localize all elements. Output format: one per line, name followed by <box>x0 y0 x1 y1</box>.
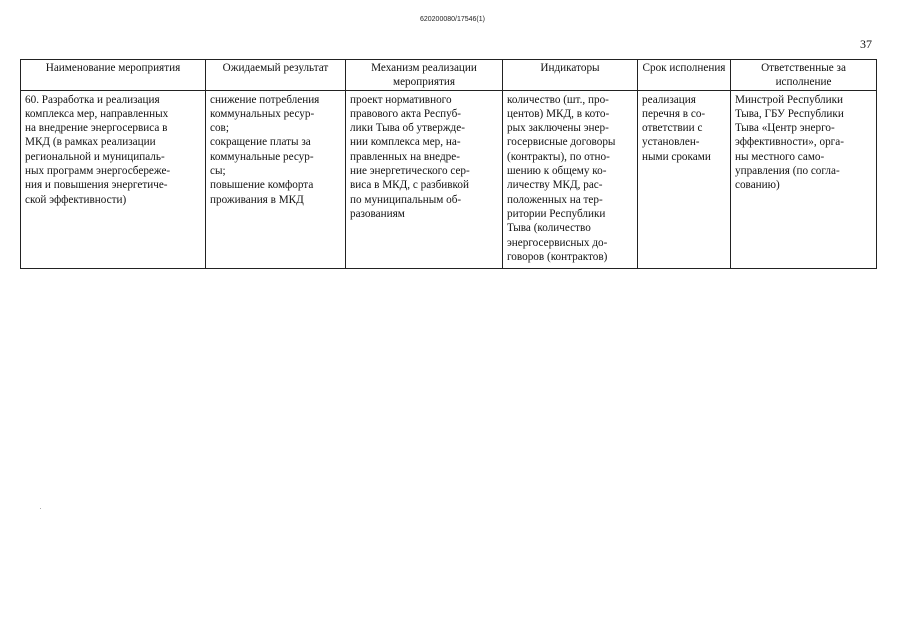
cell-text-line: правленных на внедре- <box>350 150 460 163</box>
cell-text-line: говоров (контрактов) <box>507 250 608 263</box>
cell-text-line: разованиям <box>350 207 405 220</box>
cell-text-line: на внедрение энергосервиса в <box>25 122 168 135</box>
column-header-name: Наименование мероприятия <box>21 60 206 91</box>
cell-text-line: сованию) <box>735 179 780 192</box>
column-header-responsible: Ответственные за исполнение <box>731 60 877 91</box>
cell-text-line: 60. Разработка и реализация <box>25 93 160 106</box>
scan-speck <box>40 508 41 509</box>
cell-text-line: повышение комфорта <box>210 179 314 192</box>
cell-text-line: Тыва «Центр энерго- <box>735 122 835 135</box>
cell-name <box>21 90 206 269</box>
cell-text-line: комплекса мер, направленных <box>25 107 169 120</box>
cell-indicators <box>503 90 638 269</box>
cell-text-line: ния и повышения энергетиче- <box>25 179 168 192</box>
cell-text-line: Тыва (количество <box>507 222 591 235</box>
cell-text-line: проект нормативного <box>350 93 452 106</box>
cell-deadline <box>638 90 731 269</box>
document-id: 620200080/17546(1) <box>419 16 485 23</box>
column-header-expected-result: Ожидаемый результат <box>206 60 346 91</box>
cell-text-line: эффективности», орга- <box>735 136 844 149</box>
cell-expected-result <box>206 90 346 269</box>
cell-text-line: положенных на тер- <box>507 193 603 206</box>
page-number: 37 <box>860 37 872 51</box>
cell-mechanism <box>346 90 503 269</box>
cell-text-line: установлен- <box>642 136 700 149</box>
cell-text-line: ритории Республики <box>507 207 606 220</box>
table-header-row <box>21 60 877 91</box>
cell-text-line: сов; <box>210 122 229 135</box>
cell-text-line: личеству МКД, рас- <box>507 179 603 192</box>
column-header-mechanism: Механизм реализации мероприятия <box>346 60 503 91</box>
cell-text-line: сокращение платы за <box>210 136 311 149</box>
cell-text-line: госервисные договоры <box>507 136 616 149</box>
cell-text-line: реализация <box>642 93 696 106</box>
cell-text-line: ны местного само- <box>735 150 825 163</box>
cell-text-line: сы; <box>210 165 226 178</box>
cell-text-line: виса в МКД, с разбивкой <box>350 179 469 192</box>
cell-text-line: центов) МКД, в кото- <box>507 107 610 120</box>
cell-text-line: ской эффективности) <box>25 193 127 206</box>
cell-text-line: (контракты), по отно- <box>507 150 610 163</box>
cell-text-line: перечня в со- <box>642 107 706 120</box>
measures-table <box>20 59 877 269</box>
cell-text-line: снижение потребления <box>210 93 320 106</box>
cell-text-line: по муниципальным об- <box>350 193 462 206</box>
cell-text-line: МКД (в рамках реализации <box>25 136 156 149</box>
table-body <box>21 90 877 269</box>
cell-responsible <box>731 90 877 269</box>
cell-text-line: лики Тыва об утвержде- <box>350 122 465 135</box>
cell-text-line: количество (шт., про- <box>507 93 609 106</box>
cell-text-line: ными сроками <box>642 150 711 163</box>
cell-text-line: региональной и муниципаль- <box>25 150 165 163</box>
cell-text-line: проживания в МКД <box>210 193 304 206</box>
cell-text-line: правового акта Респуб- <box>350 107 462 120</box>
cell-text-line: энергосервисных до- <box>507 236 608 249</box>
cell-text-line: коммунальные ресур- <box>210 150 314 163</box>
cell-text-line: ных программ энергосбереже- <box>25 165 171 178</box>
cell-text-line: ние энергетического сер- <box>350 165 470 178</box>
cell-text-line: рых заключены энер- <box>507 122 609 135</box>
cell-text-line: шению к общему ко- <box>507 165 607 178</box>
table-row <box>21 90 877 269</box>
cell-text-line: коммунальных ресур- <box>210 107 315 120</box>
column-header-deadline: Срок исполнения <box>638 60 731 91</box>
cell-text-line: Тыва, ГБУ Республики <box>735 107 844 120</box>
cell-text-line: управления (по согла- <box>735 165 840 178</box>
column-header-indicators: Индикаторы <box>503 60 638 91</box>
cell-text-line: Минстрой Республики <box>735 93 844 106</box>
cell-text-line: нии комплекса мер, на- <box>350 136 461 149</box>
cell-text-line: ответствии с <box>642 122 703 135</box>
